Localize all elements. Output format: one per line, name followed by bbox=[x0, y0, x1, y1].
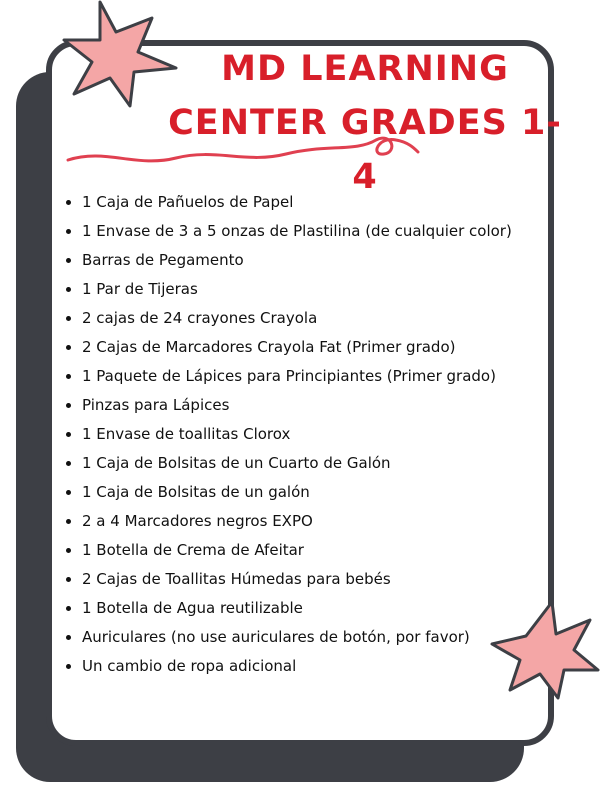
list-item: • 1 Caja de Bolsitas de un Cuarto de Galón bbox=[82, 449, 552, 478]
list-item: • Barras de Pegamento bbox=[82, 246, 552, 275]
list-item: • Pinzas para Lápices bbox=[82, 391, 552, 420]
list-item: • 2 a 4 Marcadores negros EXPO bbox=[82, 507, 552, 536]
list-item: • 1 Envase de toallitas Clorox bbox=[82, 420, 552, 449]
list-item: • 1 Par de Tijeras bbox=[82, 275, 552, 304]
list-item: • 1 Caja de Bolsitas de un galón bbox=[82, 478, 552, 507]
title-line-2: CENTER GRADES 1-4 bbox=[168, 103, 562, 197]
list-item: • 2 cajas de 24 crayones Crayola bbox=[82, 304, 552, 333]
list-item: • 2 Cajas de Toallitas Húmedas para bebés bbox=[82, 565, 552, 594]
list-item: • 1 Caja de Pañuelos de Papel bbox=[82, 188, 552, 217]
decorative-squiggle bbox=[66, 130, 420, 180]
supply-list bbox=[60, 188, 552, 681]
list-item: • 1 Envase de 3 a 5 onzas de Plastilina (de cualquier color) bbox=[82, 217, 552, 246]
list-item: • 2 Cajas de Marcadores Crayola Fat (Primer grado) bbox=[82, 333, 552, 362]
list-item: • Auriculares (no use auriculares de botón, por favor) bbox=[82, 623, 552, 652]
list-item: • 1 Botella de Crema de Afeitar bbox=[82, 536, 552, 565]
star-icon-bottom bbox=[490, 600, 600, 700]
title-line-1: MD LEARNING bbox=[221, 49, 509, 89]
list-item: • Un cambio de ropa adicional bbox=[82, 652, 552, 681]
list-item: • 1 Paquete de Lápices para Principiantes (Primer grado) bbox=[82, 362, 552, 391]
list-item: • 1 Botella de Agua reutilizable bbox=[82, 594, 552, 623]
